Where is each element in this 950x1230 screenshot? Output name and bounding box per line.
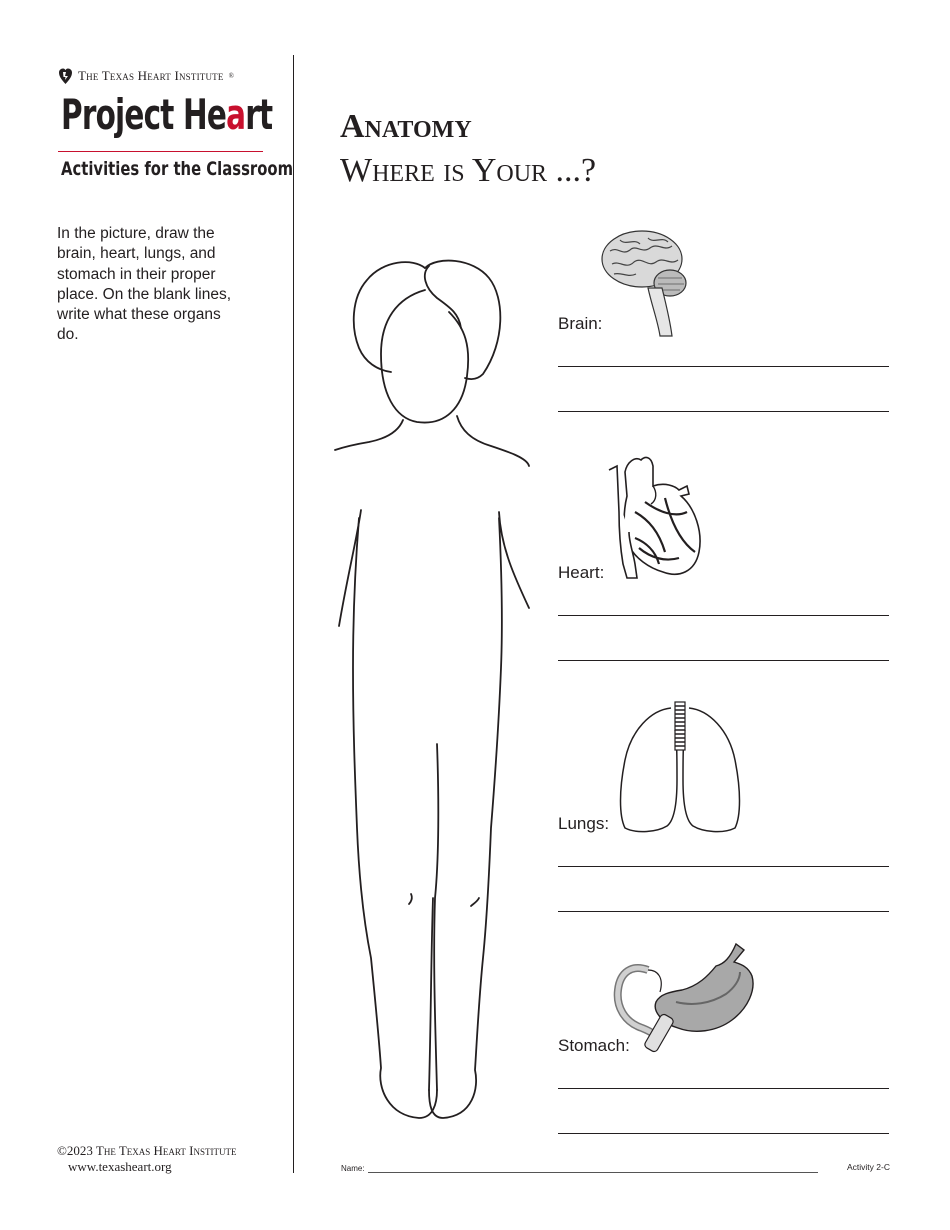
- name-field[interactable]: [341, 1164, 818, 1173]
- answer-line[interactable]: [558, 911, 889, 912]
- heart-icon: [605, 452, 705, 580]
- answer-line[interactable]: [558, 1088, 889, 1089]
- organ-label-heart: Heart:: [558, 563, 605, 582]
- body-outline-drawing[interactable]: [333, 258, 533, 1126]
- organ-label-lungs: Lungs:: [558, 814, 610, 833]
- brand-title: [61, 90, 273, 139]
- website-link[interactable]: www.texasheart.org: [68, 1159, 172, 1174]
- answer-line[interactable]: [558, 1133, 889, 1134]
- trademark: ®: [228, 72, 235, 80]
- page-subtitle: Where is Your ...?: [340, 152, 597, 189]
- page-title: Anatomy: [340, 108, 472, 145]
- name-input-line[interactable]: [368, 1164, 818, 1173]
- brand-heart-letter: a: [226, 90, 246, 139]
- answer-line[interactable]: [558, 366, 889, 367]
- brand-underline: [58, 151, 263, 152]
- brain-icon: [600, 226, 690, 338]
- org-header: [58, 67, 234, 85]
- copyright-text: ©2023 The Texas Heart Institute: [57, 1143, 237, 1158]
- stomach-icon: [612, 940, 758, 1060]
- brand-suffix: rt: [245, 90, 273, 139]
- name-label: Name:: [341, 1164, 365, 1173]
- organ-label-brain: Brain:: [558, 314, 603, 333]
- tagline: Activities for the Classroom: [61, 158, 294, 180]
- texas-heart-logo-icon: [58, 67, 73, 85]
- lungs-icon: [617, 700, 743, 836]
- org-name: The Texas Heart Institute: [78, 68, 224, 83]
- answer-line[interactable]: [558, 660, 889, 661]
- answer-line[interactable]: [558, 615, 889, 616]
- activity-code: Activity 2-C: [847, 1162, 890, 1172]
- instructions-text: In the picture, draw the brain, heart, lungs, and stomach in their proper place. On the blank lines, write what these organs do.: [57, 225, 232, 344]
- sidebar-divider: [293, 55, 294, 1173]
- organ-label-stomach: Stomach:: [558, 1036, 630, 1055]
- answer-line[interactable]: [558, 866, 889, 867]
- brand-prefix: Project He: [61, 90, 227, 139]
- answer-line[interactable]: [558, 411, 889, 412]
